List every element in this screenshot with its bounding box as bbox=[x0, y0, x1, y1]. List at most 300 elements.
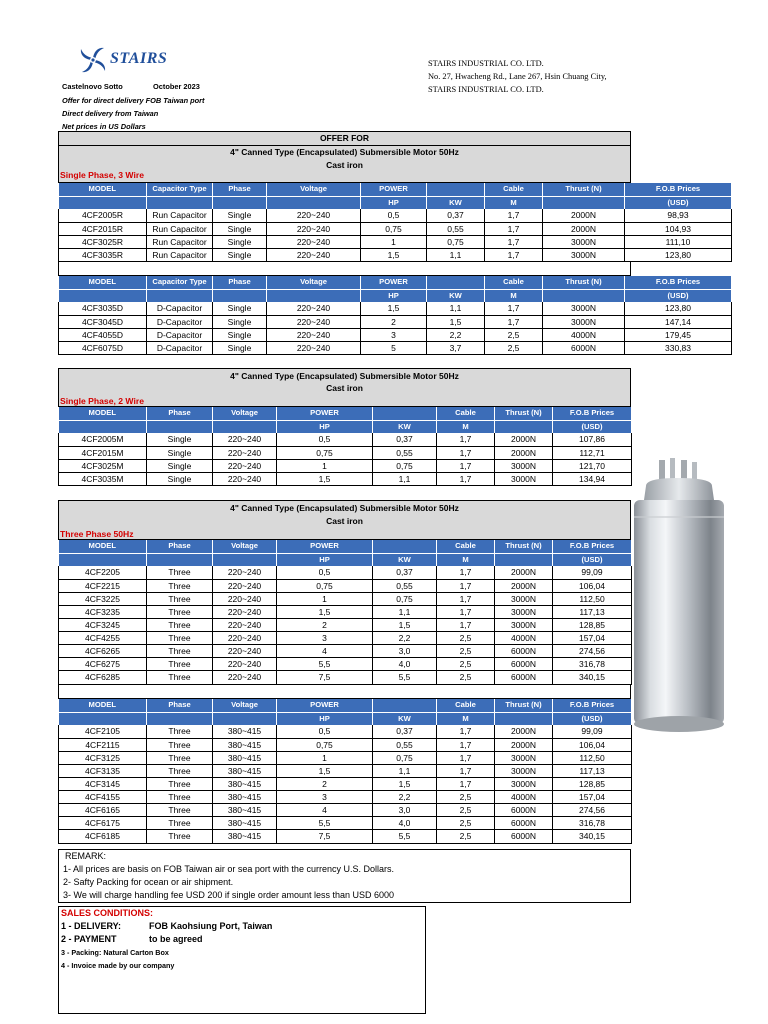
remark-title: REMARK: bbox=[65, 851, 107, 861]
table-row bbox=[59, 579, 632, 592]
table-row bbox=[59, 472, 632, 485]
table-row-cell: 340,15 bbox=[553, 830, 632, 843]
subheader-row-cell bbox=[147, 420, 213, 433]
table-row-cell: 1,7 bbox=[485, 315, 543, 328]
table-row-cell: 2,5 bbox=[485, 341, 543, 354]
table-row-cell: 5,5 bbox=[277, 658, 373, 671]
table-row-cell: 4CF3025M bbox=[59, 459, 147, 472]
header-row-cell: Cable bbox=[437, 699, 495, 712]
table-row bbox=[59, 671, 632, 684]
table-row-cell: 3000N bbox=[543, 315, 625, 328]
table-row bbox=[59, 592, 632, 605]
table-row-cell: 3 bbox=[277, 791, 373, 804]
header-row bbox=[59, 699, 632, 712]
header-row-cell: Voltage bbox=[213, 407, 277, 420]
table-row-cell: 0,75 bbox=[427, 235, 485, 248]
table-row-cell: 1 bbox=[361, 235, 427, 248]
subheader-row-cell: M bbox=[437, 420, 495, 433]
table-row-cell: Three bbox=[147, 738, 213, 751]
header-row bbox=[59, 540, 632, 553]
table-row-cell: 220~240 bbox=[213, 579, 277, 592]
subheader-row bbox=[59, 553, 632, 566]
table-row-cell: 4CF2205 bbox=[59, 566, 147, 579]
table-row-cell: 220~240 bbox=[213, 566, 277, 579]
table-row-cell: Run Capacitor bbox=[147, 235, 213, 248]
table-row-cell: 1,7 bbox=[437, 725, 495, 738]
header-row-cell: MODEL bbox=[59, 183, 147, 196]
header-row-cell: Cable bbox=[437, 407, 495, 420]
table-row-cell: Three bbox=[147, 764, 213, 777]
table-row bbox=[59, 751, 632, 764]
header-row-cell: POWER bbox=[361, 183, 427, 196]
company-line: No. 27, Hwacheng Rd., Lane 267, Hsin Chuang City, bbox=[428, 72, 607, 81]
table-row-cell: 0,55 bbox=[373, 579, 437, 592]
delivery-label: 1 - DELIVERY: bbox=[61, 921, 122, 931]
table-row-cell: 1,1 bbox=[373, 472, 437, 485]
table-row-cell: Three bbox=[147, 751, 213, 764]
table-row-cell: 2000N bbox=[495, 738, 553, 751]
table-row-cell: 2000N bbox=[495, 433, 553, 446]
table-row-cell: 6000N bbox=[495, 804, 553, 817]
header-row-cell: MODEL bbox=[59, 699, 147, 712]
table-row-cell: 1,7 bbox=[437, 751, 495, 764]
subheader-row-cell: HP bbox=[361, 196, 427, 209]
table-row-cell: 1,7 bbox=[485, 209, 543, 222]
subheader-row-cell bbox=[147, 553, 213, 566]
company-address bbox=[428, 57, 607, 96]
table-row-cell: 4000N bbox=[495, 791, 553, 804]
table-row-cell: 7,5 bbox=[277, 830, 373, 843]
table-row-cell: Single bbox=[213, 315, 267, 328]
table-row-cell: 0,37 bbox=[373, 566, 437, 579]
table-row-cell: Three bbox=[147, 817, 213, 830]
table-row-cell: 0,75 bbox=[361, 222, 427, 235]
subheader-row-cell: HP bbox=[277, 420, 373, 433]
table-row-cell: 220~240 bbox=[267, 328, 361, 341]
table-row-cell: 4CF6285 bbox=[59, 671, 147, 684]
table-row-cell: Single bbox=[147, 459, 213, 472]
table-row-cell: 220~240 bbox=[267, 222, 361, 235]
subheader-row-cell: M bbox=[437, 712, 495, 725]
subheader-row-cell bbox=[495, 553, 553, 566]
table-row-cell: 220~240 bbox=[267, 209, 361, 222]
single-phase-3wire-table-b bbox=[58, 276, 732, 355]
table-row-cell: 220~240 bbox=[267, 235, 361, 248]
table-row-cell: 220~240 bbox=[213, 472, 277, 485]
subheader-row-cell bbox=[213, 289, 267, 302]
table-row-cell: 123,80 bbox=[625, 248, 732, 261]
table-row-cell: 117,13 bbox=[553, 764, 632, 777]
table-row-cell: 4CF6185 bbox=[59, 830, 147, 843]
table-row-cell: 1,1 bbox=[427, 248, 485, 261]
table-row bbox=[59, 459, 632, 472]
table-row-cell: 4CF3245 bbox=[59, 619, 147, 632]
table-row-cell: 4CF2015R bbox=[59, 222, 147, 235]
invoice-line: 4 - Invoice made by our company bbox=[61, 961, 175, 970]
table-row bbox=[59, 645, 632, 658]
table-row-cell: 2,5 bbox=[437, 817, 495, 830]
table-row-cell: 1,5 bbox=[277, 472, 373, 485]
subheader-row-cell bbox=[267, 196, 361, 209]
subheader-row-cell: KW bbox=[373, 420, 437, 433]
table-row-cell: D-Capacitor bbox=[147, 302, 213, 315]
table-row-cell: 112,50 bbox=[553, 592, 632, 605]
table-row-cell: 5,5 bbox=[373, 830, 437, 843]
header-row-cell: Thrust (N) bbox=[495, 407, 553, 420]
table-row-cell: 0,37 bbox=[373, 433, 437, 446]
offer-for-title: OFFER FOR bbox=[319, 133, 370, 143]
table-row-cell: 1,7 bbox=[485, 222, 543, 235]
section1-label: Single Phase, 3 Wire bbox=[60, 170, 144, 180]
motor-image bbox=[626, 456, 734, 736]
remark-line-1: 1- All prices are basis on FOB Taiwan air or sea port with the currency U.S. Dollars. bbox=[63, 864, 394, 874]
table-row-cell: Single bbox=[213, 328, 267, 341]
table-row-cell: 0,55 bbox=[373, 446, 437, 459]
subheader-row-cell: KW bbox=[427, 289, 485, 302]
subheader-row-cell: (USD) bbox=[553, 420, 632, 433]
table-row-cell: Single bbox=[147, 433, 213, 446]
table-row-cell: 0,75 bbox=[277, 446, 373, 459]
table-row-cell: Single bbox=[213, 248, 267, 261]
table-row-cell: D-Capacitor bbox=[147, 315, 213, 328]
table-row-cell: 128,85 bbox=[553, 778, 632, 791]
table-row-cell: 380~415 bbox=[213, 791, 277, 804]
table-row-cell: 0,75 bbox=[277, 579, 373, 592]
header-row-cell: POWER bbox=[361, 276, 427, 289]
table-row-cell: 4,0 bbox=[373, 817, 437, 830]
table-row-cell: 3000N bbox=[495, 778, 553, 791]
table-row-cell: 4CF3145 bbox=[59, 778, 147, 791]
subheader-row-cell: (USD) bbox=[625, 289, 732, 302]
table-row-cell: 5,5 bbox=[277, 817, 373, 830]
table-row-cell: 4CF3135 bbox=[59, 764, 147, 777]
delivery-line: Direct delivery from Taiwan bbox=[62, 109, 159, 118]
header-row-cell: MODEL bbox=[59, 407, 147, 420]
table-row-cell: 3000N bbox=[495, 764, 553, 777]
table-row-cell: 2,5 bbox=[437, 671, 495, 684]
table-row-cell: Three bbox=[147, 645, 213, 658]
subheader-row-cell bbox=[495, 712, 553, 725]
table-row-cell: 1,7 bbox=[437, 566, 495, 579]
table-row-cell: 220~240 bbox=[213, 645, 277, 658]
location: Castelnovo Sotto bbox=[62, 82, 123, 91]
table-row-cell: 220~240 bbox=[213, 619, 277, 632]
company-logo bbox=[78, 44, 188, 80]
table-row-cell: Run Capacitor bbox=[147, 248, 213, 261]
table-row-cell: 1,5 bbox=[277, 605, 373, 618]
table-row-cell: 220~240 bbox=[213, 605, 277, 618]
header-row-cell: Cable bbox=[437, 540, 495, 553]
delivery-value: FOB Kaohsiung Port, Taiwan bbox=[149, 921, 273, 931]
table-row-cell: 4CF3235 bbox=[59, 605, 147, 618]
table-row-cell: 3,0 bbox=[373, 645, 437, 658]
table-row-cell: 2,5 bbox=[437, 830, 495, 843]
table-row-cell: 104,93 bbox=[625, 222, 732, 235]
table-row-cell: 1,1 bbox=[373, 764, 437, 777]
table-row-cell: 4CF4055D bbox=[59, 328, 147, 341]
header-row bbox=[59, 183, 732, 196]
table-row bbox=[59, 830, 632, 843]
table-row-cell: 4CF2005M bbox=[59, 433, 147, 446]
table-row-cell: 2000N bbox=[543, 222, 625, 235]
subheader-row-cell bbox=[59, 712, 147, 725]
subheader-row-cell: HP bbox=[277, 553, 373, 566]
table-row-cell: 4CF6265 bbox=[59, 645, 147, 658]
header-row-cell bbox=[427, 276, 485, 289]
table-row-cell: 4CF6175 bbox=[59, 817, 147, 830]
subheader-row-cell bbox=[59, 289, 147, 302]
subheader-row-cell: (USD) bbox=[625, 196, 732, 209]
table-row-cell: 111,10 bbox=[625, 235, 732, 248]
table-row-cell: 4CF4155 bbox=[59, 791, 147, 804]
table-row-cell: 3 bbox=[361, 328, 427, 341]
table-row-cell: 3000N bbox=[543, 235, 625, 248]
table-row-cell: 1,1 bbox=[427, 302, 485, 315]
table-row-cell: 7,5 bbox=[277, 671, 373, 684]
header-row-cell: F.O.B Prices bbox=[553, 540, 632, 553]
table-row-cell: 4CF6275 bbox=[59, 658, 147, 671]
table-row-cell: Three bbox=[147, 778, 213, 791]
table-row-cell: Single bbox=[213, 222, 267, 235]
table-row-cell: Three bbox=[147, 658, 213, 671]
subheader-row bbox=[59, 289, 732, 302]
table-row bbox=[59, 764, 632, 777]
table-row-cell: 0,75 bbox=[373, 592, 437, 605]
table-row bbox=[59, 248, 732, 261]
table-row bbox=[59, 619, 632, 632]
subheader-row-cell bbox=[59, 553, 147, 566]
table-row-cell: 3000N bbox=[495, 459, 553, 472]
spacer-row bbox=[58, 262, 631, 276]
table-row bbox=[59, 328, 732, 341]
table-row-cell: 380~415 bbox=[213, 804, 277, 817]
subheader-row-cell bbox=[147, 289, 213, 302]
table-row-cell: 98,93 bbox=[625, 209, 732, 222]
table-row-cell: 157,04 bbox=[553, 632, 632, 645]
table-row-cell: 1,5 bbox=[373, 619, 437, 632]
table-row bbox=[59, 632, 632, 645]
table-row bbox=[59, 446, 632, 459]
table-row-cell: 3 bbox=[277, 632, 373, 645]
header-row-cell bbox=[373, 540, 437, 553]
table-row-cell: 4CF2115 bbox=[59, 738, 147, 751]
table-row-cell: 6000N bbox=[495, 830, 553, 843]
company-line: STAIRS INDUSTRIAL CO. LTD. bbox=[428, 59, 544, 68]
subheader-row-cell bbox=[213, 553, 277, 566]
subheader-row-cell bbox=[147, 712, 213, 725]
header-row-cell: F.O.B Prices bbox=[553, 407, 632, 420]
header-row-cell: Phase bbox=[147, 699, 213, 712]
header-row-cell bbox=[427, 183, 485, 196]
table-row-cell: 0,55 bbox=[427, 222, 485, 235]
header-row-cell: Voltage bbox=[213, 540, 277, 553]
section2-subtitle: Cast iron bbox=[326, 383, 363, 393]
table-row-cell: 316,78 bbox=[553, 658, 632, 671]
header-row-cell: F.O.B Prices bbox=[625, 276, 732, 289]
table-row bbox=[59, 566, 632, 579]
table-row-cell: Three bbox=[147, 632, 213, 645]
table-row-cell: Three bbox=[147, 804, 213, 817]
table-row bbox=[59, 791, 632, 804]
table-row-cell: 0,37 bbox=[427, 209, 485, 222]
logo-text: STAIRS bbox=[110, 50, 168, 67]
table-row-cell: 2,5 bbox=[437, 658, 495, 671]
table-row-cell: 2,2 bbox=[373, 632, 437, 645]
table-row-cell: 274,56 bbox=[553, 804, 632, 817]
table-row-cell: 1,7 bbox=[437, 579, 495, 592]
table-row-cell: 220~240 bbox=[267, 248, 361, 261]
table-row-cell: 128,85 bbox=[553, 619, 632, 632]
table-row bbox=[59, 315, 732, 328]
section2-label: Single Phase, 2 Wire bbox=[60, 396, 144, 406]
table-row-cell: Single bbox=[213, 209, 267, 222]
table-row-cell: Single bbox=[213, 341, 267, 354]
subheader-row-cell bbox=[147, 196, 213, 209]
table-row-cell: 1,7 bbox=[437, 738, 495, 751]
offer-line: Offer for direct delivery FOB Taiwan port bbox=[62, 96, 205, 105]
subheader-row-cell bbox=[59, 196, 147, 209]
table-row-cell: 1,7 bbox=[485, 235, 543, 248]
header-row-cell: Cable bbox=[485, 276, 543, 289]
table-row-cell: 1,1 bbox=[373, 605, 437, 618]
table-row-cell: 2,5 bbox=[437, 645, 495, 658]
table-row-cell: 220~240 bbox=[213, 632, 277, 645]
table-row-cell: Three bbox=[147, 830, 213, 843]
table-row-cell: 380~415 bbox=[213, 764, 277, 777]
subheader-row-cell: KW bbox=[373, 553, 437, 566]
header-row-cell: Voltage bbox=[267, 183, 361, 196]
subheader-row-cell: HP bbox=[277, 712, 373, 725]
subheader-row bbox=[59, 196, 732, 209]
table-row-cell: 0,75 bbox=[373, 459, 437, 472]
section3-label: Three Phase 50Hz bbox=[60, 529, 134, 539]
table-row-cell: 2,5 bbox=[437, 804, 495, 817]
table-row-cell: 5,5 bbox=[373, 671, 437, 684]
stairs-swirl-icon bbox=[78, 44, 108, 76]
table-row-cell: 3000N bbox=[495, 751, 553, 764]
table-row-cell: 117,13 bbox=[553, 605, 632, 618]
section3-title-box bbox=[58, 500, 631, 540]
table-row-cell: 5 bbox=[361, 341, 427, 354]
table-row-cell: Three bbox=[147, 566, 213, 579]
header-row bbox=[59, 407, 632, 420]
subheader-row-cell: M bbox=[437, 553, 495, 566]
section1-subtitle: Cast iron bbox=[326, 160, 363, 170]
table-row bbox=[59, 725, 632, 738]
table-row-cell: 4CF3045D bbox=[59, 315, 147, 328]
table-row-cell: 4CF2215 bbox=[59, 579, 147, 592]
header-row-cell: Phase bbox=[213, 183, 267, 196]
subheader-row-cell: M bbox=[485, 196, 543, 209]
table-row bbox=[59, 804, 632, 817]
header-row-cell: MODEL bbox=[59, 276, 147, 289]
table-row-cell: 4CF3125 bbox=[59, 751, 147, 764]
remark-line-3: 3- We will charge handling fee USD 200 if single order amount less than USD 6000 bbox=[63, 890, 395, 900]
table-row-cell: Three bbox=[147, 619, 213, 632]
table-row-cell: 220~240 bbox=[213, 671, 277, 684]
table-row-cell: Three bbox=[147, 592, 213, 605]
table-row-cell: 4CF6075D bbox=[59, 341, 147, 354]
header-row-cell: MODEL bbox=[59, 540, 147, 553]
table-row-cell: 220~240 bbox=[213, 592, 277, 605]
table-row-cell: 330,83 bbox=[625, 341, 732, 354]
table-row-cell: Run Capacitor bbox=[147, 222, 213, 235]
table-row bbox=[59, 658, 632, 671]
table-row-cell: Single bbox=[213, 235, 267, 248]
table-row-cell: 380~415 bbox=[213, 738, 277, 751]
table-row-cell: 1,5 bbox=[373, 778, 437, 791]
subheader-row bbox=[59, 420, 632, 433]
table-row-cell: 340,15 bbox=[553, 671, 632, 684]
header-row-cell bbox=[373, 699, 437, 712]
table-row-cell: 157,04 bbox=[553, 791, 632, 804]
table-row-cell: 6000N bbox=[495, 645, 553, 658]
table-row-cell: 2000N bbox=[495, 725, 553, 738]
table-row-cell: 6000N bbox=[495, 817, 553, 830]
table-row-cell: 220~240 bbox=[213, 459, 277, 472]
subheader-row-cell bbox=[543, 289, 625, 302]
header-row-cell: F.O.B Prices bbox=[553, 699, 632, 712]
header-row-cell: Thrust (N) bbox=[543, 183, 625, 196]
company-line: STAIRS INDUSTRIAL CO. LTD. bbox=[428, 85, 544, 94]
date: October 2023 bbox=[153, 82, 200, 91]
table-row-cell: 1,7 bbox=[485, 302, 543, 315]
table-row-cell: Three bbox=[147, 579, 213, 592]
subheader-row-cell bbox=[495, 420, 553, 433]
table-row-cell: 4CF2015M bbox=[59, 446, 147, 459]
table-row-cell: 2 bbox=[277, 619, 373, 632]
section1-title: 4" Canned Type (Encapsulated) Submersible Motor 50Hz bbox=[230, 147, 459, 157]
table-row-cell: Three bbox=[147, 791, 213, 804]
table-row-cell: 1,7 bbox=[437, 433, 495, 446]
table-row-cell: 1 bbox=[277, 592, 373, 605]
table-row-cell: 3000N bbox=[495, 619, 553, 632]
table-row-cell: 4CF3035D bbox=[59, 302, 147, 315]
table-row-cell: 0,5 bbox=[277, 566, 373, 579]
table-row-cell: 1,7 bbox=[437, 619, 495, 632]
table-row-cell: 4CF6165 bbox=[59, 804, 147, 817]
table-row-cell: 2,5 bbox=[437, 791, 495, 804]
table-row-cell: 123,80 bbox=[625, 302, 732, 315]
header-row-cell: Voltage bbox=[213, 699, 277, 712]
table-row-cell: 2000N bbox=[543, 209, 625, 222]
table-row-cell: 1 bbox=[277, 751, 373, 764]
prices-line: Net prices in US Dollars bbox=[62, 122, 146, 131]
table-row-cell: 380~415 bbox=[213, 725, 277, 738]
header-row-cell: Phase bbox=[213, 276, 267, 289]
header-row-cell: POWER bbox=[277, 699, 373, 712]
table-row-cell: 3000N bbox=[543, 302, 625, 315]
header-row-cell: Phase bbox=[147, 540, 213, 553]
table-row-cell: 106,04 bbox=[553, 579, 632, 592]
table-row-cell: 134,94 bbox=[553, 472, 632, 485]
table-row-cell: 1,7 bbox=[485, 248, 543, 261]
section2-title: 4" Canned Type (Encapsulated) Submersible Motor 50Hz bbox=[230, 371, 459, 381]
table-row bbox=[59, 302, 732, 315]
table-row-cell: 4,0 bbox=[373, 658, 437, 671]
table-row-cell: 3,7 bbox=[427, 341, 485, 354]
table-row-cell: 4CF3035M bbox=[59, 472, 147, 485]
single-phase-3wire-table-a bbox=[58, 183, 732, 262]
subheader-row-cell bbox=[213, 712, 277, 725]
table-row-cell: 0,55 bbox=[373, 738, 437, 751]
table-row-cell: 4000N bbox=[543, 328, 625, 341]
subheader-row-cell: KW bbox=[373, 712, 437, 725]
table-row-cell: 6000N bbox=[543, 341, 625, 354]
header-row-cell: Voltage bbox=[267, 276, 361, 289]
table-row-cell: 1,7 bbox=[437, 764, 495, 777]
subheader-row-cell: (USD) bbox=[553, 712, 632, 725]
